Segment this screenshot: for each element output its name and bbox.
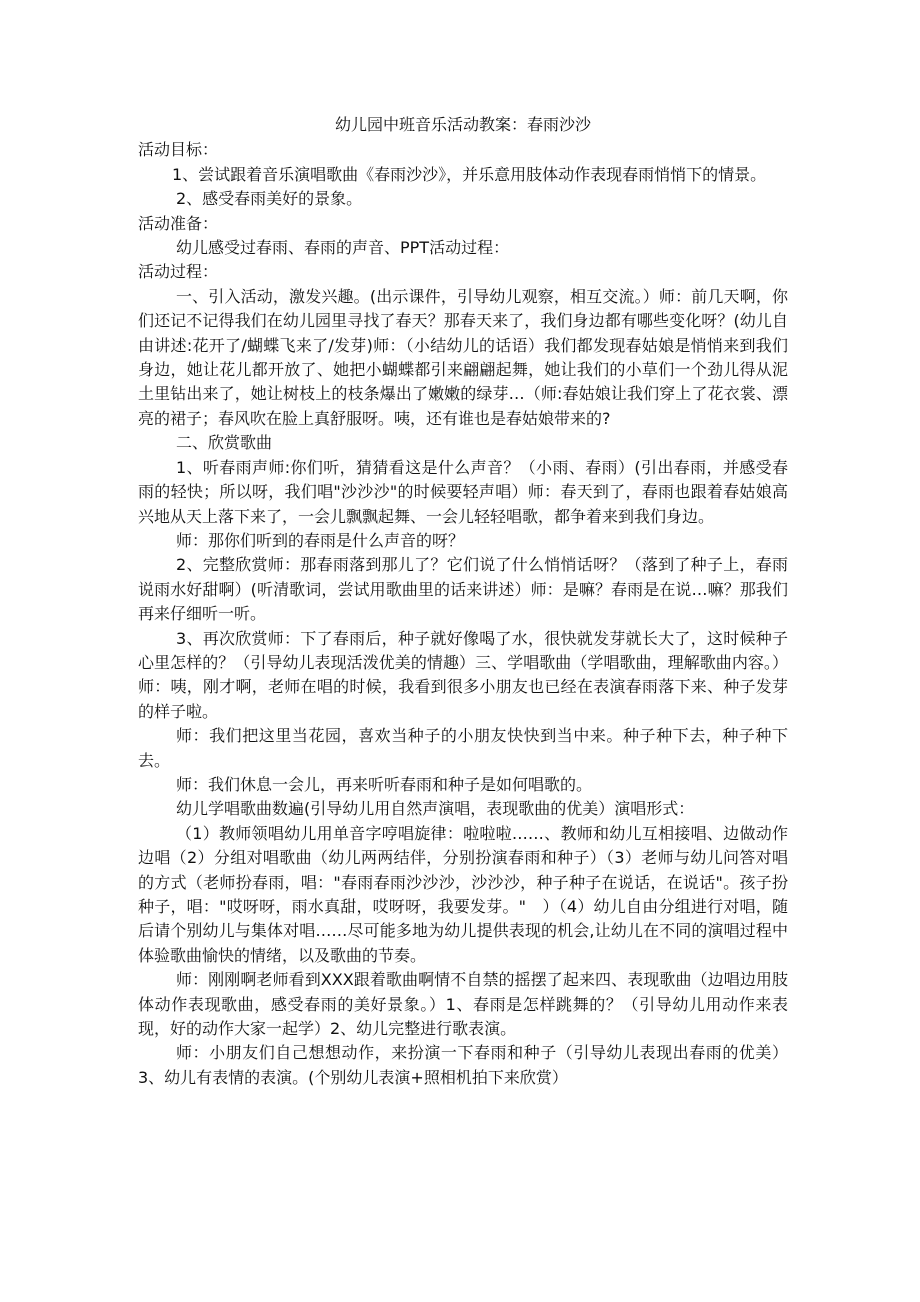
listen-again-paragraph: 3、再次欣赏师：下了春雨后，种子就好像喝了水，很快就发芽就长大了，这时候种子心里怎样的？（引导幼儿表现活泼优美的情趣）三、学唱歌曲（学唱歌曲，理解歌曲内容。）师：咦，刚才啊，老师在唱的时候，我看到很多小朋友也已经在表演春雨落下来、种子发芽的样子啦。	[138, 628, 788, 721]
preparation-text: 幼儿感受过春雨、春雨的声音、PPT活动过程：	[176, 238, 510, 258]
final-performance-paragraph: 师：小朋友们自己想想动作，来扮演一下春雨和种子（引导幼儿表现出春雨的优美）3、幼儿有表情的表演。(个别幼儿表演+照相机拍下来欣赏）	[138, 1043, 788, 1087]
garden-paragraph: 师：我们把这里当花园，喜欢当种子的小朋友快快到当中来。种子种下去，种子种下去。	[138, 726, 788, 770]
full-listen-paragraph: 2、完整欣赏师：那春雨落到那儿了？它们说了什么悄悄话呀？（落到了种子上，春雨说雨水好甜啊）(听清歌词，尝试用歌曲里的话来讲述）师：是嘛？春雨是在说…嘛？那我们再来仔细听一听。	[138, 555, 788, 624]
section-heading-preparation: 活动准备：	[138, 213, 219, 233]
learn-song-paragraph: 幼儿学唱歌曲数遍(引导幼儿用自然声演唱，表现歌曲的优美）演唱形式：	[176, 799, 695, 819]
section-heading-process: 活动过程：	[138, 262, 219, 282]
section-heading-goals: 活动目标：	[138, 140, 219, 160]
listen-rain-paragraph: 1、听春雨声师:你们听，猜猜看这是什么声音？（小雨、春雨）(引出春雨，并感受春雨的轻快；所以呀，我们唱"沙沙沙"的时候要轻声唱）师：春天到了，春雨也跟着春姑娘高兴地从天上落下来了，一会儿飘飘起舞、一会儿轻轻唱歌，都争着来到我们身边。	[138, 457, 788, 526]
process-step-2-heading: 二、欣赏歌曲	[176, 433, 273, 453]
document-title: 幼儿园中班音乐活动教案：春雨沙沙	[334, 115, 591, 134]
process-step-1: 一、引入活动，激发兴趣。(出示课件，引导幼儿观察，相互交流。）师：前几天啊，你们还记不记得我们在幼儿园里寻找了春天？那春天来了，我们身边都有哪些变化呀？(幼儿自由讲述:花开了/蝴蝶飞来了/发芽)师：（小结幼儿的话语）我们都发现春姑娘是悄悄来到我们身边，她让花儿都开放了、她把小蝴蝶都引来翩翩起舞，她让我们的小草们一个劲儿得从泥土里钻出来了，她让树枝上的枝条爆出了嫩嫩的绿芽…（师:春姑娘让我们穿上了花衣裳、漂亮的裙子；春风吹在脸上真舒服呀。咦，还有谁也是春姑娘带来的?	[138, 286, 788, 428]
perform-song-paragraph: 师：刚刚啊老师看到XXX跟着歌曲啊情不自禁的摇摆了起来四、表现歌曲（边唱边用肢体动作表现歌曲，感受春雨的美好景象。）1、春雨是怎样跳舞的？（引导幼儿用动作来表现，好的动作大家一起学）2、幼儿完整进行歌表演。	[138, 970, 788, 1039]
goal-item-1: 1、尝试跟着音乐演唱歌曲《春雨沙沙》，并乐意用肢体动作表现春雨悄悄下的情景。	[172, 164, 767, 184]
goal-item-2: 2、感受春雨美好的景象。	[176, 189, 363, 209]
rest-paragraph: 师：我们休息一会儿，再来听听春雨和种子是如何唱歌的。	[176, 774, 593, 794]
singing-forms-paragraph: （1）教师领唱幼儿用单音字哼唱旋律：啦啦啦……、教师和幼儿互相接唱、边做动作边唱（2）分组对唱歌曲（幼儿两两结伴，分别扮演春雨和种子）（3）老师与幼儿问答对唱的方式（老师扮春雨，唱："春雨春雨沙沙沙，沙沙沙，种子种子在说话，在说话"。孩子扮种子，唱："哎呀呀，雨水真甜，哎呀呀，我要发芽。" ）（4）幼儿自由分组进行对唱，随后请个别幼儿与集体对唱……尽可能多地为幼儿提供表现的机会,让幼儿在不同的演唱过程中体验歌曲愉快的情绪，以及歌曲的节奏。	[138, 823, 788, 965]
teacher-question-paragraph: 师：那你们听到的春雨是什么声音的呀？	[176, 530, 465, 550]
document-page	[138, 113, 788, 1090]
